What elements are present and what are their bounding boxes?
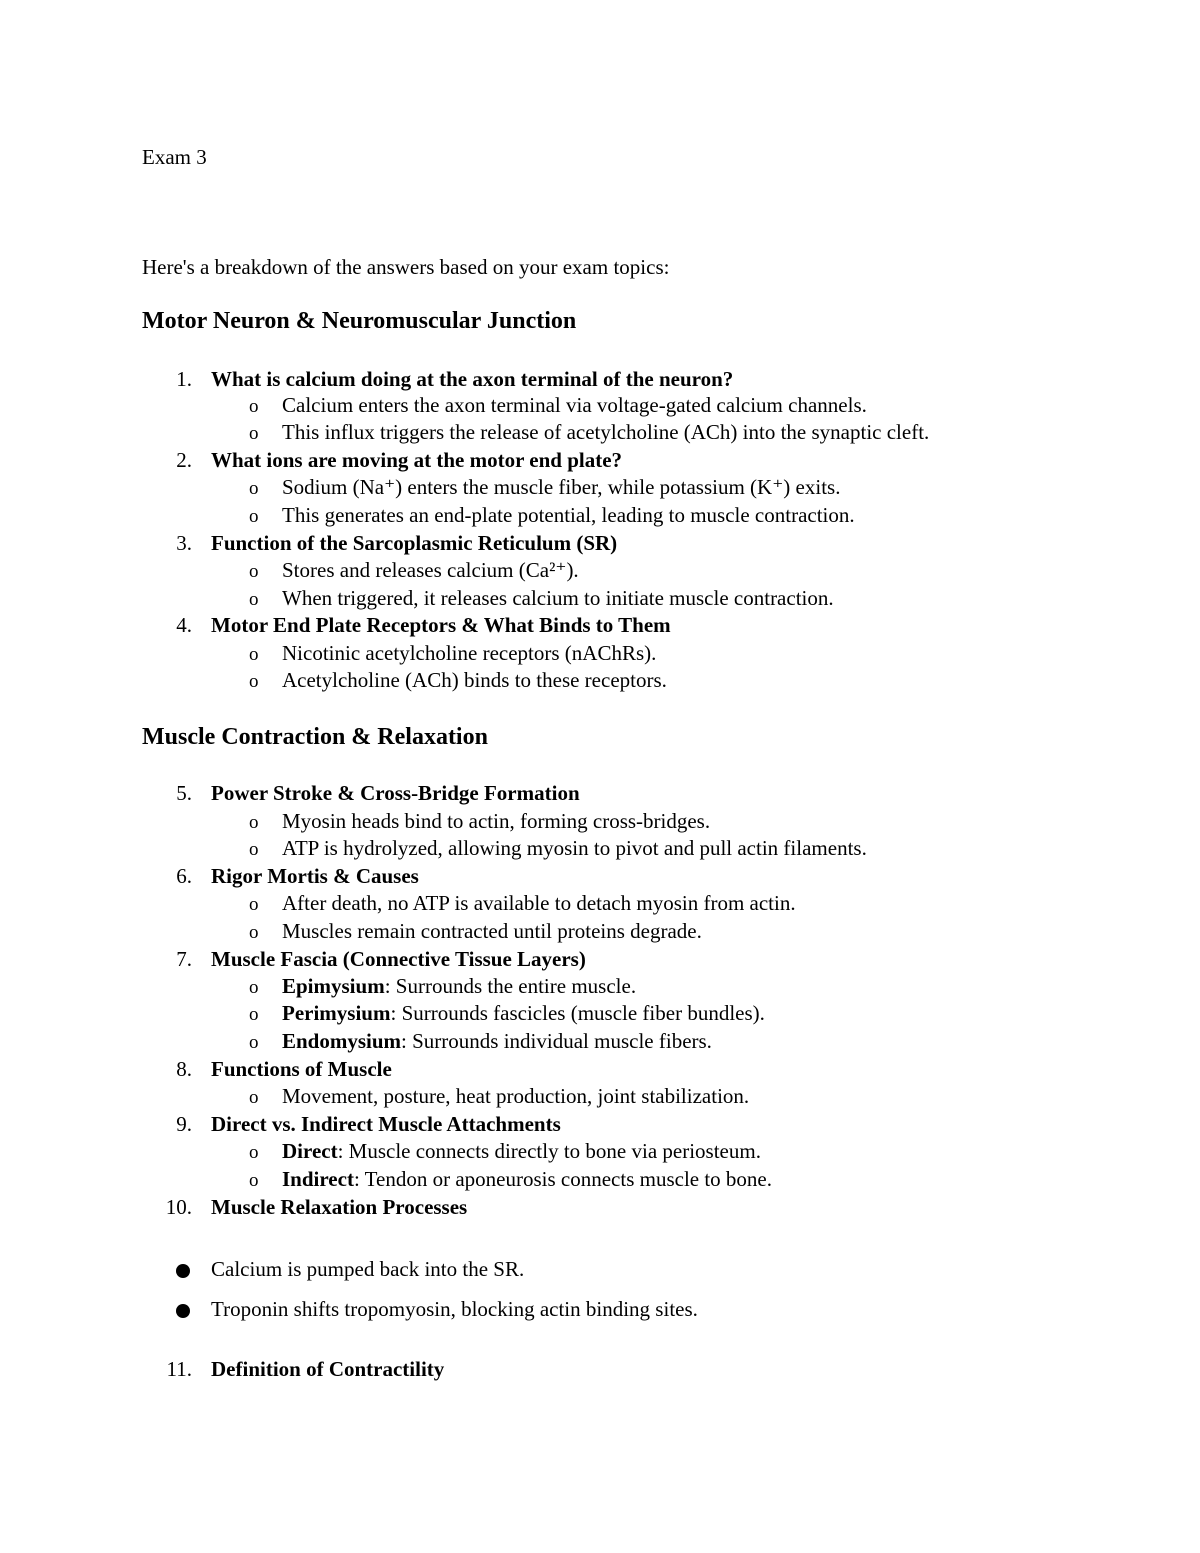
sub-marker: o (249, 1142, 259, 1163)
term-description: : Surrounds individual muscle fibers. (401, 1029, 712, 1053)
intro-text: Here's a breakdown of the answers based on your exam topics: (142, 255, 670, 279)
bullet-dot (176, 1264, 190, 1278)
question-number: 2. (176, 448, 192, 472)
sub-item-text (282, 1028, 712, 1055)
sub-marker: o (249, 1004, 259, 1025)
section-heading-motor-neuron: Motor Neuron & Neuromuscular Junction (142, 308, 577, 334)
term-endomysium: Endomysium (282, 1029, 402, 1053)
sub-marker: o (249, 423, 259, 444)
sub-item-text: This influx triggers the release of acetylcholine (ACh) into the synaptic cleft. (282, 420, 930, 444)
sub-marker: o (249, 644, 259, 665)
sub-item-text: Sodium (Na⁺) enters the muscle fiber, while potassium (K⁺) exits. (282, 475, 841, 499)
sub-marker: o (249, 894, 259, 915)
sub-item-text: Stores and releases calcium (Ca²⁺). (282, 558, 579, 582)
question-number: 1. (176, 367, 192, 391)
term-direct: Direct (282, 1139, 338, 1163)
sub-marker: o (249, 478, 259, 499)
term-description: : Surrounds fascicles (muscle fiber bundles). (390, 1001, 765, 1025)
sub-marker: o (249, 671, 259, 692)
question-text: Functions of Muscle (211, 1057, 392, 1081)
question-number: 4. (176, 613, 192, 637)
sub-marker: o (249, 812, 259, 833)
sub-item-text: Calcium enters the axon terminal via voltage-gated calcium channels. (282, 393, 867, 417)
sub-marker: o (249, 839, 259, 860)
question-number: 5. (176, 781, 192, 805)
bullet-dot (176, 1304, 190, 1318)
sub-marker: o (249, 977, 259, 998)
question-number: 10. (165, 1195, 192, 1219)
sub-item-text: Myosin heads bind to actin, forming cross-bridges. (282, 809, 711, 833)
sub-marker: o (249, 589, 259, 610)
question-text: Function of the Sarcoplasmic Reticulum (SR) (211, 531, 618, 555)
sub-item-text: Nicotinic acetylcholine receptors (nAChRs). (282, 641, 657, 665)
question-text: Rigor Mortis & Causes (211, 864, 419, 888)
sub-marker: o (249, 561, 259, 582)
term-description: : Muscle connects directly to bone via periosteum. (337, 1139, 761, 1163)
section-heading-muscle-contraction: Muscle Contraction & Relaxation (142, 724, 488, 750)
sub-item-text (282, 973, 636, 1000)
sub-marker: o (249, 1032, 259, 1053)
question-text: Muscle Relaxation Processes (211, 1195, 468, 1219)
term-description: : Surrounds the entire muscle. (384, 974, 637, 998)
sub-item-text: This generates an end-plate potential, leading to muscle contraction. (282, 503, 855, 527)
question-number: 9. (176, 1112, 192, 1136)
sub-item-text: ATP is hydrolyzed, allowing myosin to pivot and pull actin filaments. (282, 836, 867, 860)
question-text: Power Stroke & Cross-Bridge Formation (211, 781, 580, 805)
sub-marker: o (249, 396, 259, 417)
sub-item-text (282, 1138, 761, 1165)
sub-marker: o (249, 1087, 259, 1108)
question-number: 7. (176, 947, 192, 971)
sub-item-text: When triggered, it releases calcium to initiate muscle contraction. (282, 586, 834, 610)
question-text: Muscle Fascia (Connective Tissue Layers) (211, 947, 586, 971)
question-text: Motor End Plate Receptors & What Binds to Them (211, 613, 671, 637)
term-indirect: Indirect (282, 1167, 354, 1191)
term-epimysium: Epimysium (282, 974, 385, 998)
sub-item-text: Acetylcholine (ACh) binds to these receptors. (282, 668, 667, 692)
question-number: 11. (166, 1357, 192, 1381)
term-perimysium: Perimysium (282, 1001, 391, 1025)
question-text: What is calcium doing at the axon terminal of the neuron? (211, 367, 734, 391)
sub-item-text (282, 1166, 772, 1193)
sub-marker: o (249, 506, 259, 527)
question-text: Direct vs. Indirect Muscle Attachments (211, 1112, 561, 1136)
sub-item-text: After death, no ATP is available to detach myosin from actin. (282, 891, 796, 915)
sub-marker: o (249, 1170, 259, 1191)
sub-item-text: Muscles remain contracted until proteins degrade. (282, 919, 702, 943)
question-number: 6. (176, 864, 192, 888)
term-description: : Tendon or aponeurosis connects muscle to bone. (353, 1167, 773, 1191)
sub-item-text (282, 1000, 765, 1027)
document-title: Exam 3 (142, 145, 207, 169)
question-number: 3. (176, 531, 192, 555)
question-text: What ions are moving at the motor end plate? (211, 448, 623, 472)
sub-item-text: Movement, posture, heat production, joint stabilization. (282, 1084, 750, 1108)
bullet-text: Troponin shifts tropomyosin, blocking actin binding sites. (211, 1297, 698, 1321)
bullet-text: Calcium is pumped back into the SR. (211, 1257, 525, 1281)
question-text: Definition of Contractility (211, 1357, 445, 1381)
question-number: 8. (176, 1057, 192, 1081)
sub-marker: o (249, 922, 259, 943)
